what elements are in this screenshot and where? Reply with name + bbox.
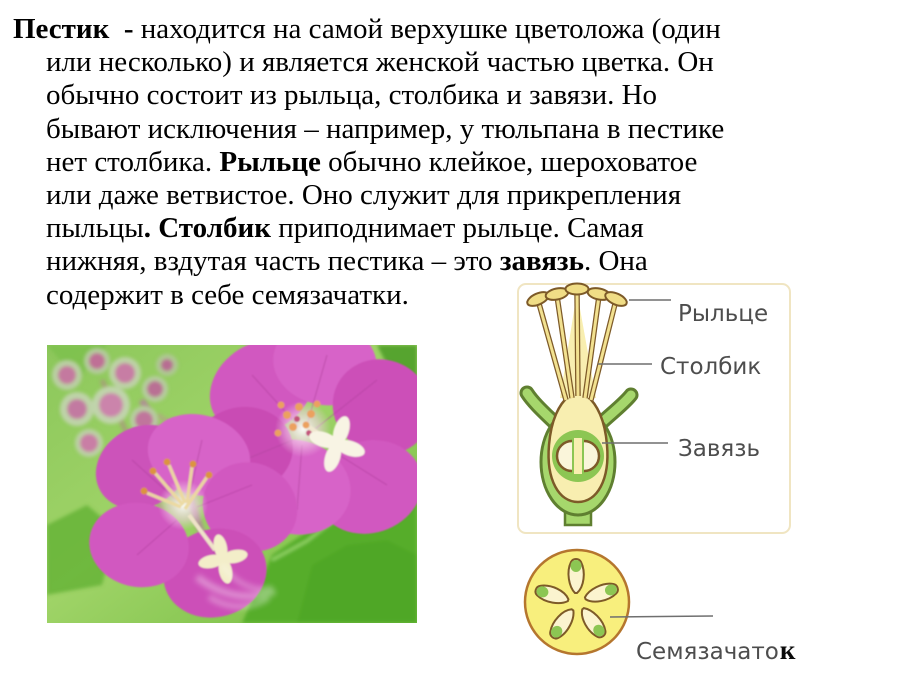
ovary-column <box>574 438 582 474</box>
text-segment: обычно клейкое, шероховатое <box>320 145 698 178</box>
text-segment: пыльцы <box>46 212 144 245</box>
label-ovule: Семязачаток <box>636 635 796 665</box>
text-segment-bold: Рыльце <box>219 145 321 178</box>
text-segment: находится на самой верхушке цветоложа (один <box>140 13 721 45</box>
text-line <box>13 212 903 245</box>
text-line <box>13 79 903 112</box>
text-line <box>13 245 903 278</box>
text-line <box>13 13 903 46</box>
text-segment-bold: . Столбик <box>143 212 271 245</box>
text-line <box>13 146 903 179</box>
flower-photo <box>47 345 417 623</box>
text-segment: нет столбика. <box>46 145 220 178</box>
text-segment: обычно состоит из рыльца, столбика и завязи. Но <box>46 79 658 112</box>
label-line-ovule <box>610 616 713 617</box>
text-line <box>13 113 903 146</box>
text-segment: или даже ветвистое. Оно служит для прикрепления <box>46 179 682 212</box>
text-line <box>13 46 903 79</box>
text-segment: . Она <box>583 245 648 278</box>
text-segment: бывают исключения – например, у тюльпана в пестике <box>46 112 725 145</box>
pistil-diagram <box>500 278 910 678</box>
text-segment: содержит в себе семязачатки. <box>46 278 409 311</box>
text-line <box>13 179 903 212</box>
paragraph <box>13 13 903 312</box>
text-segment: нижняя, вздутая часть пестика – это <box>46 245 500 278</box>
label-ovary: Завязь <box>678 436 761 462</box>
text-segment-bold: Пестик - <box>13 13 141 45</box>
label-style: Столбик <box>660 354 762 380</box>
text-segment: приподнимает рыльце. Самая <box>270 212 644 245</box>
label-stigma: Рыльце <box>678 301 769 327</box>
text-segment-bold: завязь <box>499 245 584 278</box>
text-segment: или несколько) и является женской частью цветка. Он <box>46 46 714 79</box>
ovary-cross-section <box>525 550 796 665</box>
